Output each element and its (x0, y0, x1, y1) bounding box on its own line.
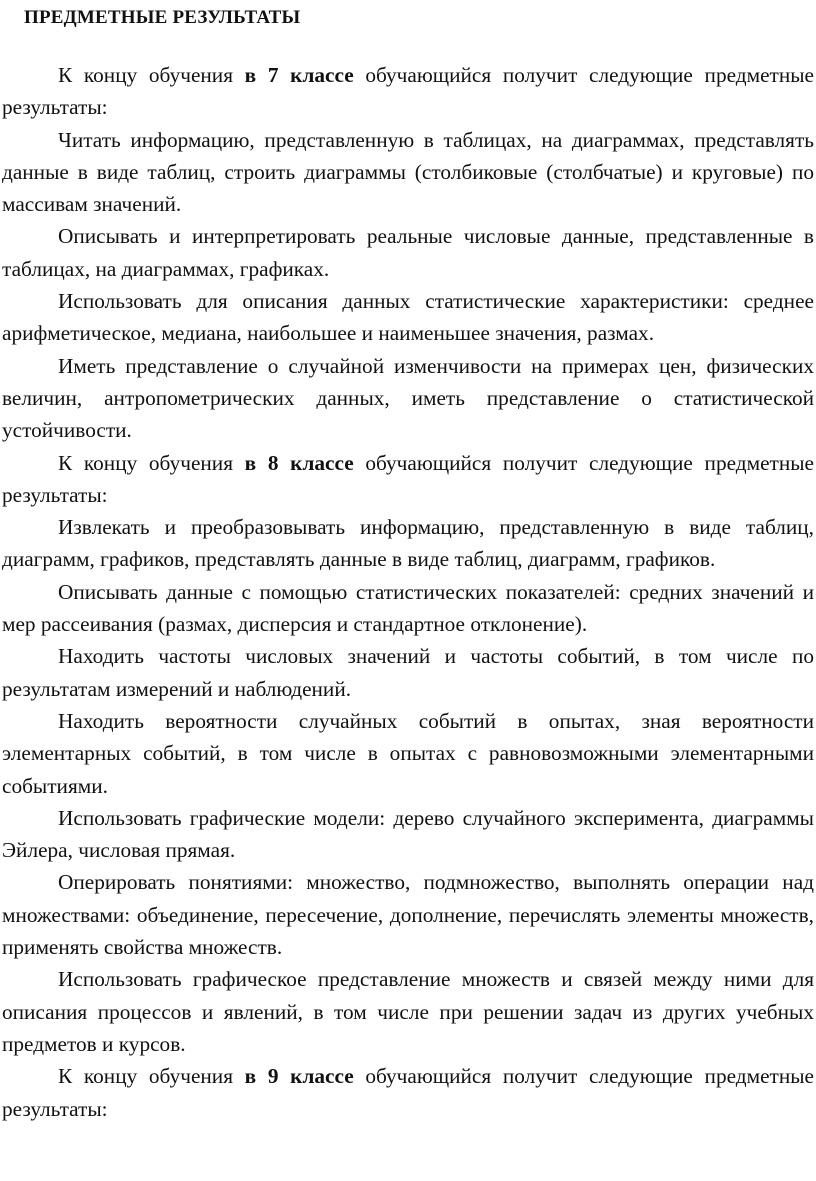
grade8-item: Находить вероятности случайных событий в опытах, зная вероятности элементарных событий, в том числе в опытах с равновозможными элементарными событиями. (2, 708, 814, 798)
page-title: ПРЕДМЕТНЫЕ РЕЗУЛЬТАТЫ (24, 7, 301, 28)
grade7-intro-after: обучающийся получит следующие предметные результаты: (2, 63, 815, 120)
grade7-intro-bold: в 7 классе (244, 63, 354, 87)
grade7-intro (2, 59, 814, 124)
grade8-item: Оперировать понятиями: множество, подмножество, выполнять операции над множествами: объединение, пересечение, дополнение, перечислять элементы множеств, применять свойства множеств. (2, 870, 814, 960)
grade7-item: Иметь представление о случайной изменчивости на примерах цен, физических величин, антропометрических данных, иметь представление о статистической устойчивости. (2, 353, 814, 443)
grade8-intro (2, 447, 814, 512)
grade8-item: Находить частоты числовых значений и частоты событий, в том числе по результатам измерений и наблюдений. (2, 644, 814, 701)
grade7-item: Использовать для описания данных статистические характеристики: среднее арифметическое, медиана, наибольшее и наименьшее значения, размах. (2, 289, 814, 346)
grade8-item: Описывать данные с помощью статистических показателей: средних значений и мер рассеивания (размах, дисперсия и стандартное отклонение). (2, 579, 814, 637)
grade9-intro (2, 1060, 814, 1125)
grade7-item: Читать информацию, представленную в таблицах, на диаграммах, представлять данные в виде таблиц, строить диаграммы (столбиковые (столбчатые) и круговые) по массивам значений. (2, 127, 814, 217)
grade8-intro-bold: в 8 классе (244, 450, 354, 475)
grade8-item: Использовать графические модели: дерево случайного эксперимента, диаграммы Эйлера, числовая прямая. (2, 805, 814, 863)
grade9-intro-after: обучающийся получит следующие предметные результаты: (2, 1064, 815, 1121)
grade8-intro-after: обучающийся получит следующие предметные результаты: (2, 450, 815, 507)
grade8-item: Использовать графическое представление множеств и связей между ними для описания процессов и явлений, в том числе при решении задач из других учебных предметов и курсов. (2, 967, 814, 1056)
grade8-intro-before: К концу обучения (58, 450, 245, 475)
grade9-intro-before: К концу обучения (58, 1064, 245, 1089)
grade8-item: Извлекать и преобразовывать информацию, представленную в виде таблиц, диаграмм, графиков, представлять данные в виде таблиц, диаграмм, графиков. (2, 515, 814, 572)
grade7-item: Описывать и интерпретировать реальные числовые данные, представленные в таблицах, на диаграммах, графиках. (2, 224, 814, 281)
grade7-intro-before: К концу обучения (58, 63, 245, 87)
grade9-intro-bold: в 9 классе (244, 1064, 354, 1089)
